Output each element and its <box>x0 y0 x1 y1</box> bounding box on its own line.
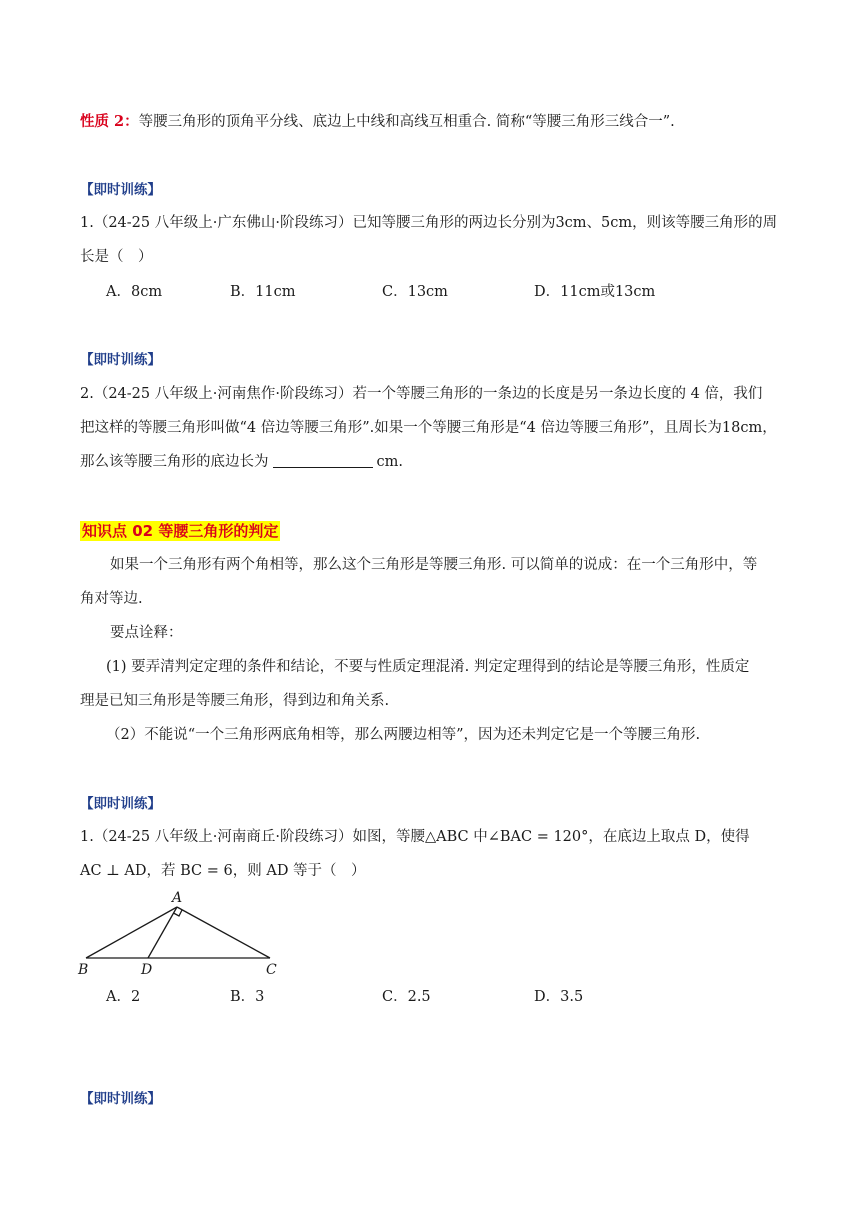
label-c: C <box>266 962 277 978</box>
property-2 <box>80 112 675 132</box>
label-b: B <box>78 962 89 978</box>
key-points-label: 要点诠释： <box>110 625 183 641</box>
q2-line1: 2.（24-25 八年级上·河南焦作·阶段练习）若一个等腰三角形的一条边的长度是另一条边长度的 4 倍，我们 <box>80 386 763 402</box>
side-ac <box>177 907 270 958</box>
section-p1-line1: 如果一个三角形有两个角相等，那么这个三角形是等腰三角形. 可以简单的说成：在一个三角形中，等 <box>110 557 758 573</box>
q1-option-b[interactable]: B．11cm <box>230 284 296 300</box>
label-a: A <box>172 890 183 906</box>
practice-label-3: 【即时训练】 <box>80 796 161 812</box>
q1-line1: 1.（24-25 八年级上·广东佛山·阶段练习）已知等腰三角形的两边长分别为3cm、5cm，则该等腰三角形的周 <box>80 215 778 231</box>
key-point-1-line2: 理是已知三角形是等腰三角形，得到边和角关系. <box>80 693 390 709</box>
practice-label-2: 【即时训练】 <box>80 352 161 368</box>
key-point-2: （2）不能说“一个三角形两底角相等，那么两腰边相等”，因为还未判定它是一个等腰三角形. <box>106 727 701 743</box>
triangle-figure <box>70 888 290 980</box>
label-d: D <box>141 962 153 978</box>
section-heading-row <box>80 521 280 542</box>
property-2-label: 性质 2： <box>80 113 139 130</box>
q3-option-b[interactable]: B．3 <box>230 989 265 1005</box>
key-point-1-line1: (1) 要弄清判定定理的条件和结论，不要与性质定理混淆. 判定定理得到的结论是等腰三角形，性质定 <box>106 659 750 675</box>
q2-line3-pre: 那么该等腰三角形的底边长为 <box>80 454 269 470</box>
section-heading: 知识点 02 等腰三角形的判定 <box>82 522 279 540</box>
q3-option-d[interactable]: D．3.5 <box>534 989 584 1005</box>
q3-option-a[interactable]: A．2 <box>106 989 141 1005</box>
answer-blank[interactable] <box>273 453 373 468</box>
practice-label-4: 【即时训练】 <box>80 1091 161 1107</box>
side-ab <box>86 907 177 958</box>
practice-label-1: 【即时训练】 <box>80 182 161 198</box>
q1-option-c[interactable]: C．13cm <box>382 284 448 300</box>
q1-option-d[interactable]: D．11cm或13cm <box>534 284 656 300</box>
q3-line1: 1.（24-25 八年级上·河南商丘·阶段练习）如图，等腰△ABC 中∠BAC = 120°，在底边上取点 D，使得 <box>80 829 750 845</box>
q2-line3 <box>80 452 403 472</box>
property-2-text: 等腰三角形的顶角平分线、底边上中线和高线互相重合. 简称“等腰三角形三线合一”. <box>138 114 675 130</box>
q3-option-c[interactable]: C．2.5 <box>382 989 431 1005</box>
q2-line3-post: cm. <box>376 454 403 470</box>
q2-line2: 把这样的等腰三角形叫做“4 倍边等腰三角形”.如果一个等腰三角形是“4 倍边等腰三角形”，且周长为18cm， <box>80 420 777 436</box>
section-p1-line2: 角对等边. <box>80 591 143 607</box>
q1-line2: 长是（ ） <box>80 249 153 265</box>
q1-option-a[interactable]: A．8cm <box>106 284 163 300</box>
q3-line2: AC ⊥ AD，若 BC = 6，则 AD 等于（ ） <box>80 863 366 879</box>
